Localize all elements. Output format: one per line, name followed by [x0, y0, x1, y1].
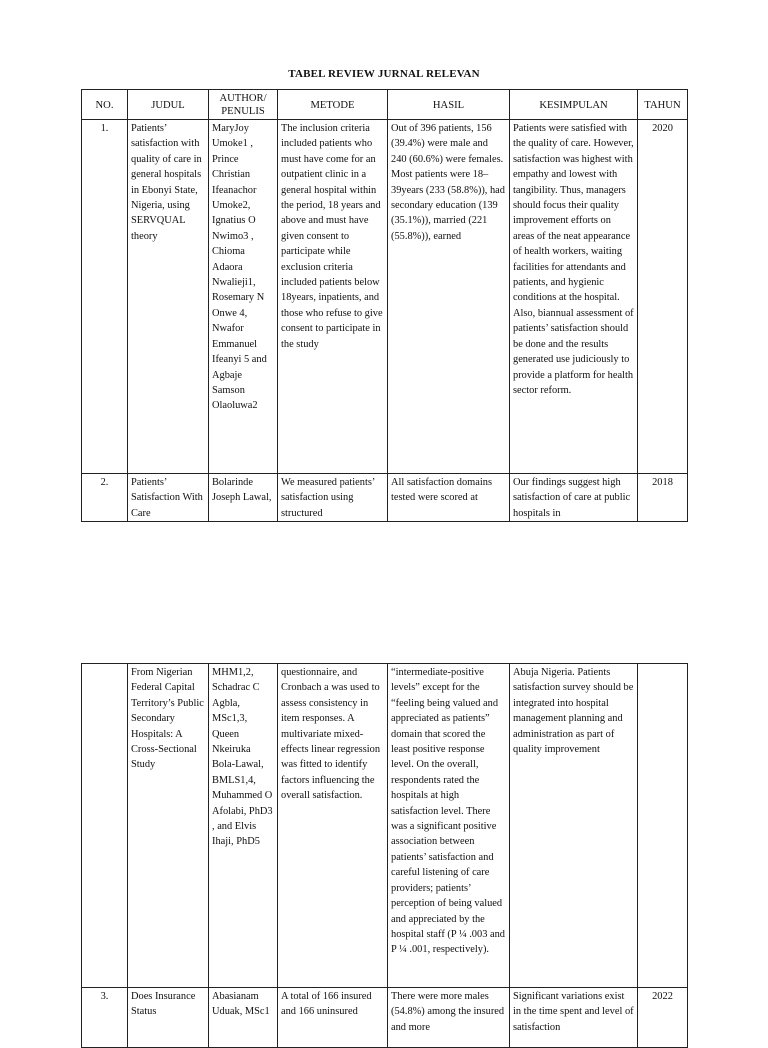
header-judul: JUDUL	[128, 90, 209, 120]
cell-judul: From Nigerian Federal Capital Territory’s Public Secondary Hospitals: A Cross-Sectional Study	[128, 664, 209, 988]
header-metode: METODE	[278, 90, 388, 120]
cell-metode: A total of 166 insured and 166 uninsured	[278, 988, 388, 1048]
cell-hasil: Out of 396 patients, 156 (39.4%) were male and 240 (60.6%) were females. Most patients were 18–39years (233 (58.8%)), had secondary education (139 (35.1%)), married (221 (55.8%)), earned	[388, 120, 510, 474]
cell-tahun: 2022	[638, 988, 688, 1048]
header-author: AUTHOR/ PENULIS	[209, 90, 278, 120]
cell-judul: Patients’ satisfaction with quality of care in general hospitals in Ebonyi State, Nigeria, using SERVQUAL theory	[128, 120, 209, 474]
cell-tahun: 2020	[638, 120, 688, 474]
cell-kesimpulan: Patients were satisfied with the quality of care. However, satisfaction was highest with empathy and lowest with tangibility. Thus, managers should focus their quality improvement efforts on areas of the neat appearance of health workers, waiting facilities for attendants and patients, and hygienic conditions at the hospital. Also, biannual assessment of patients’ satisfaction should be done and the results generated use judiciously to provide a platform for health sector reform.	[510, 120, 638, 474]
header-no: NO.	[82, 90, 128, 120]
cell-author: MHM1,2, Schadrac C Agbla, MSc1,3, Queen Nkeiruka Bola-Lawal, BMLS1,4, Muhammed O Afolabi, PhD3 , and Elvis Ihaji, PhD5	[209, 664, 278, 988]
cell-metode: We measured patients’ satisfaction using structured	[278, 474, 388, 522]
page-title: TABEL REVIEW JURNAL RELEVAN	[288, 68, 480, 80]
cell-kesimpulan: Abuja Nigeria. Patients satisfaction survey should be integrated into hospital management planning and administration as part of quality improvement	[510, 664, 638, 988]
table-row	[82, 120, 688, 474]
table-row	[82, 474, 688, 522]
cell-tahun	[638, 664, 688, 988]
cell-author: Bolarinde Joseph Lawal,	[209, 474, 278, 522]
cell-no: 1.	[82, 120, 128, 474]
cell-no	[82, 664, 128, 988]
header-hasil: HASIL	[388, 90, 510, 120]
header-tahun: TAHUN	[638, 90, 688, 120]
cell-tahun: 2018	[638, 474, 688, 522]
cell-hasil: “intermediate-positive levels” except for the “feeling being valued and appreciated as patients” domain that scored the least positive response level. On the overall, respondents rated the hospitals at high satisfaction level. There was a significant positive association between patients’ satisfaction and careful listening of care providers; patients’ perception of being valued and appreciated by the hospital staff (P ¼ .003 and P ¼ .001, respectively).	[388, 664, 510, 988]
cell-metode: questionnaire, and Cronbach a was used to assess consistency in item responses. A multivariate mixed-effects linear regression was fitted to identify factors influencing the overall satisfaction.	[278, 664, 388, 988]
cell-kesimpulan: Significant variations exist in the time spent and level of satisfaction	[510, 988, 638, 1048]
cell-judul: Patients’ Satisfaction With Care	[128, 474, 209, 522]
header-kesimpulan: KESIMPULAN	[510, 90, 638, 120]
cell-kesimpulan: Our findings suggest high satisfaction of care at public hospitals in	[510, 474, 638, 522]
cell-no: 3.	[82, 988, 128, 1048]
cell-metode: The inclusion criteria included patients who must have come for an outpatient clinic in a general hospital within the period, 18 years and above and must have given consent to participate while exclusion criteria included patients below 18years, inpatients, and those who refuse to give consent to participate in the study	[278, 120, 388, 474]
cell-hasil: There were more males (54.8%) among the insured and more	[388, 988, 510, 1048]
table-header-row	[82, 90, 688, 120]
cell-hasil: All satisfaction domains tested were scored at	[388, 474, 510, 522]
review-table-page-1	[81, 89, 688, 522]
review-table-page-2	[81, 663, 688, 1048]
cell-no: 2.	[82, 474, 128, 522]
cell-author: MaryJoy Umoke1 , Prince Christian Ifeanachor Umoke2, Ignatius O Nwimo3 , Chioma Adaora Nwalieji1, Rosemary N Onwe 4, Nwafor Emmanuel Ifeanyi 5 and Agbaje Samson Olaoluwa2	[209, 120, 278, 474]
table-row	[82, 988, 688, 1048]
table-row	[82, 664, 688, 988]
cell-author: Abasianam Uduak, MSc1	[209, 988, 278, 1048]
cell-judul: Does Insurance Status	[128, 988, 209, 1048]
